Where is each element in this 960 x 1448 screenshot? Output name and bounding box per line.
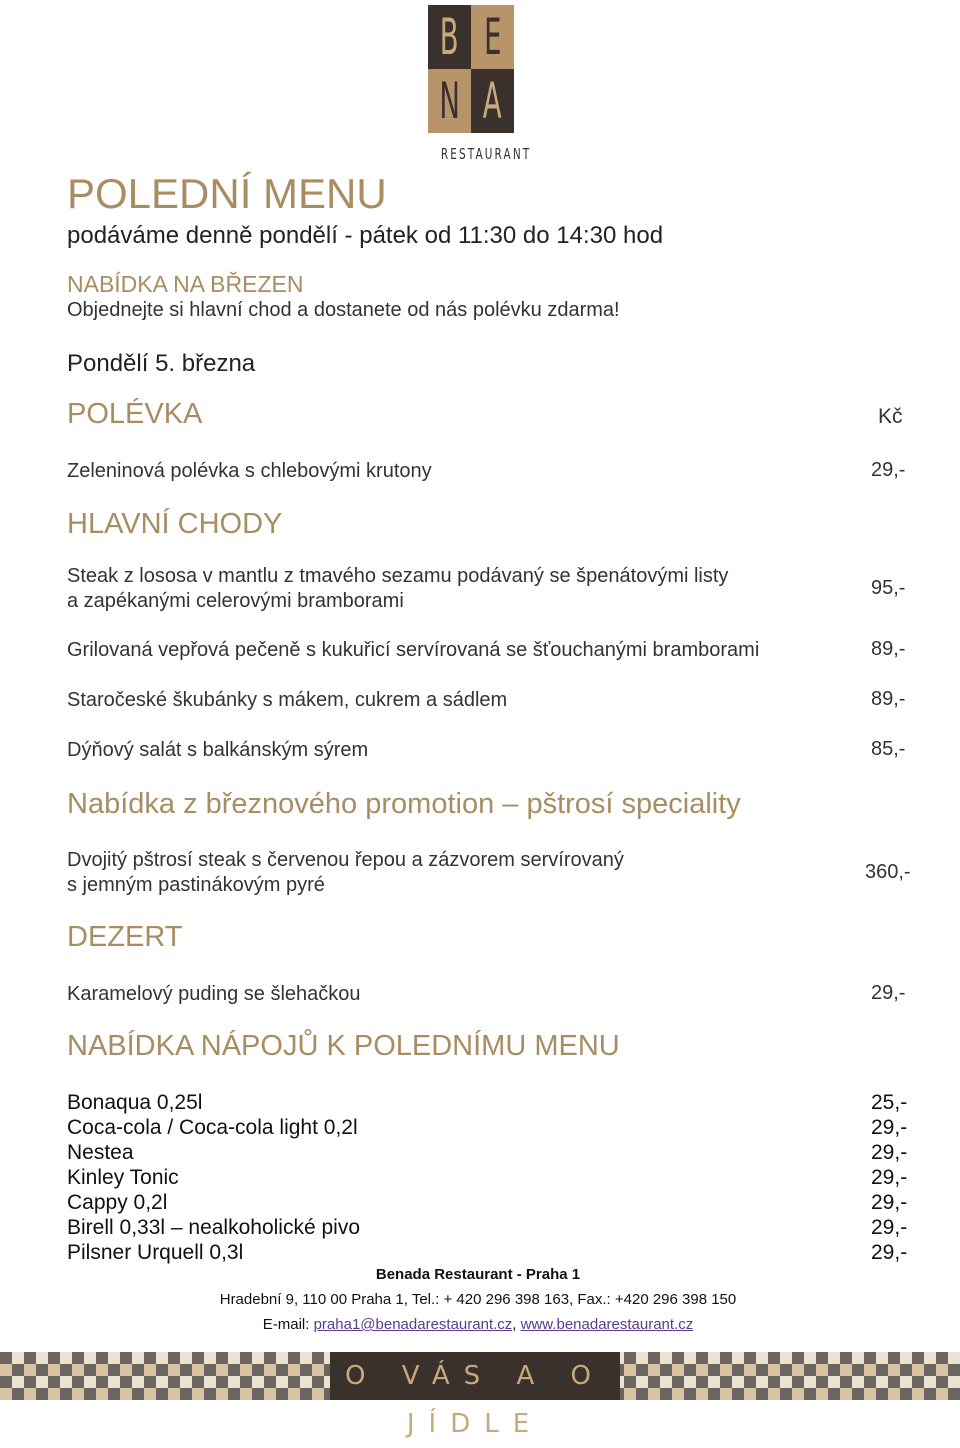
menu-item-name: Steak z lososa v mantlu z tmavého sezamu podávaný se špenátovými listy (67, 565, 729, 587)
menu-item-name: Grilovaná vepřová pečeně s kukuřicí servírovaná se šťouchanými bramborami (67, 639, 760, 661)
email-label: E-mail: (262, 1316, 310, 1333)
offer-heading: NABÍDKA NA BŘEZEN (67, 271, 304, 297)
drink-name: Nestea (67, 1141, 134, 1164)
section-title-mains: HLAVNÍ CHODY (67, 508, 283, 540)
drink-price: 29,- (871, 1141, 908, 1164)
menu-item-price: 360,- (865, 861, 911, 883)
drink-price: 29,- (871, 1191, 908, 1214)
email-link[interactable]: praha1@benadarestaurant.cz (313, 1316, 513, 1333)
drink-name: Pilsner Urquell 0,3l (67, 1241, 244, 1264)
page-subtitle: podáváme denně pondělí - pátek od 11:30 do 14:30 hod (67, 222, 664, 249)
menu-item-name: Karamelový puding se šlehačkou (67, 983, 361, 1005)
section-title-drinks: NABÍDKA NÁPOJŮ K POLEDNÍMU MENU (67, 1030, 620, 1062)
footer-address: Hradební 9, 110 00 Praha 1, Tel.: + 420 296 398 163, Fax.: +420 296 398 150 (219, 1291, 737, 1308)
menu-item-name: Zeleninová polévka s chlebovými krutony (67, 460, 432, 482)
drink-price: 29,- (871, 1216, 908, 1239)
menu-item-name-line2: a zapékanými celerovými bramborami (67, 590, 404, 612)
drink-name: Kinley Tonic (67, 1166, 179, 1189)
drink-price: 25,- (871, 1091, 908, 1114)
menu-item-name: Dýňový salát s balkánským sýrem (67, 739, 369, 761)
logo-letter: B (428, 5, 471, 69)
drink-name: Birell 0,33l – nealkoholické pivo (67, 1216, 361, 1239)
drink-price: 29,- (871, 1241, 908, 1264)
logo-letter: N (428, 69, 471, 133)
benada-logo (428, 5, 532, 163)
band-slogan: O VÁS A O JÍDLE (330, 1352, 620, 1400)
logo-subtitle: RESTAURANT (440, 145, 532, 163)
drink-name: Coca-cola / Coca-cola light 0,2l (67, 1116, 358, 1139)
menu-item-name-line2: s jemným pastinákovým pyré (67, 874, 325, 896)
logo-letter: A (471, 69, 514, 133)
drink-price: 29,- (871, 1166, 908, 1189)
contact-separator: , (512, 1316, 517, 1333)
page-title: POLEDNÍ MENU (67, 170, 387, 217)
footer-contact (0, 1316, 956, 1333)
menu-item-price: 89,- (871, 688, 906, 710)
menu-item-name: Dvojitý pštrosí steak s červenou řepou a zázvorem servírovaný (67, 849, 624, 871)
drink-price: 29,- (871, 1116, 908, 1139)
offer-text: Objednejte si hlavní chod a dostanete od nás polévku zdarma! (67, 299, 620, 321)
drink-name: Cappy 0,2l (67, 1191, 168, 1214)
drink-name: Bonaqua 0,25l (67, 1091, 203, 1114)
logo-letter: E (471, 5, 514, 69)
section-title-soup: POLÉVKA (67, 398, 203, 430)
menu-item-price: 95,- (871, 577, 906, 599)
menu-date: Pondělí 5. března (67, 350, 256, 377)
website-link[interactable]: www.benadarestaurant.cz (520, 1316, 694, 1333)
menu-item-price: 85,- (871, 738, 906, 760)
section-title-promo: Nabídka z březnového promotion – pštrosí speciality (67, 788, 741, 820)
menu-item-price: 89,- (871, 638, 906, 660)
section-title-dessert: DEZERT (67, 921, 183, 953)
menu-item-price: 29,- (871, 459, 906, 481)
menu-item-name: Staročeské škubánky s mákem, cukrem a sádlem (67, 689, 508, 711)
menu-item-price: 29,- (871, 982, 906, 1004)
footer-restaurant-name: Benada Restaurant - Praha 1 (375, 1266, 581, 1283)
currency-label: Kč (878, 405, 903, 428)
